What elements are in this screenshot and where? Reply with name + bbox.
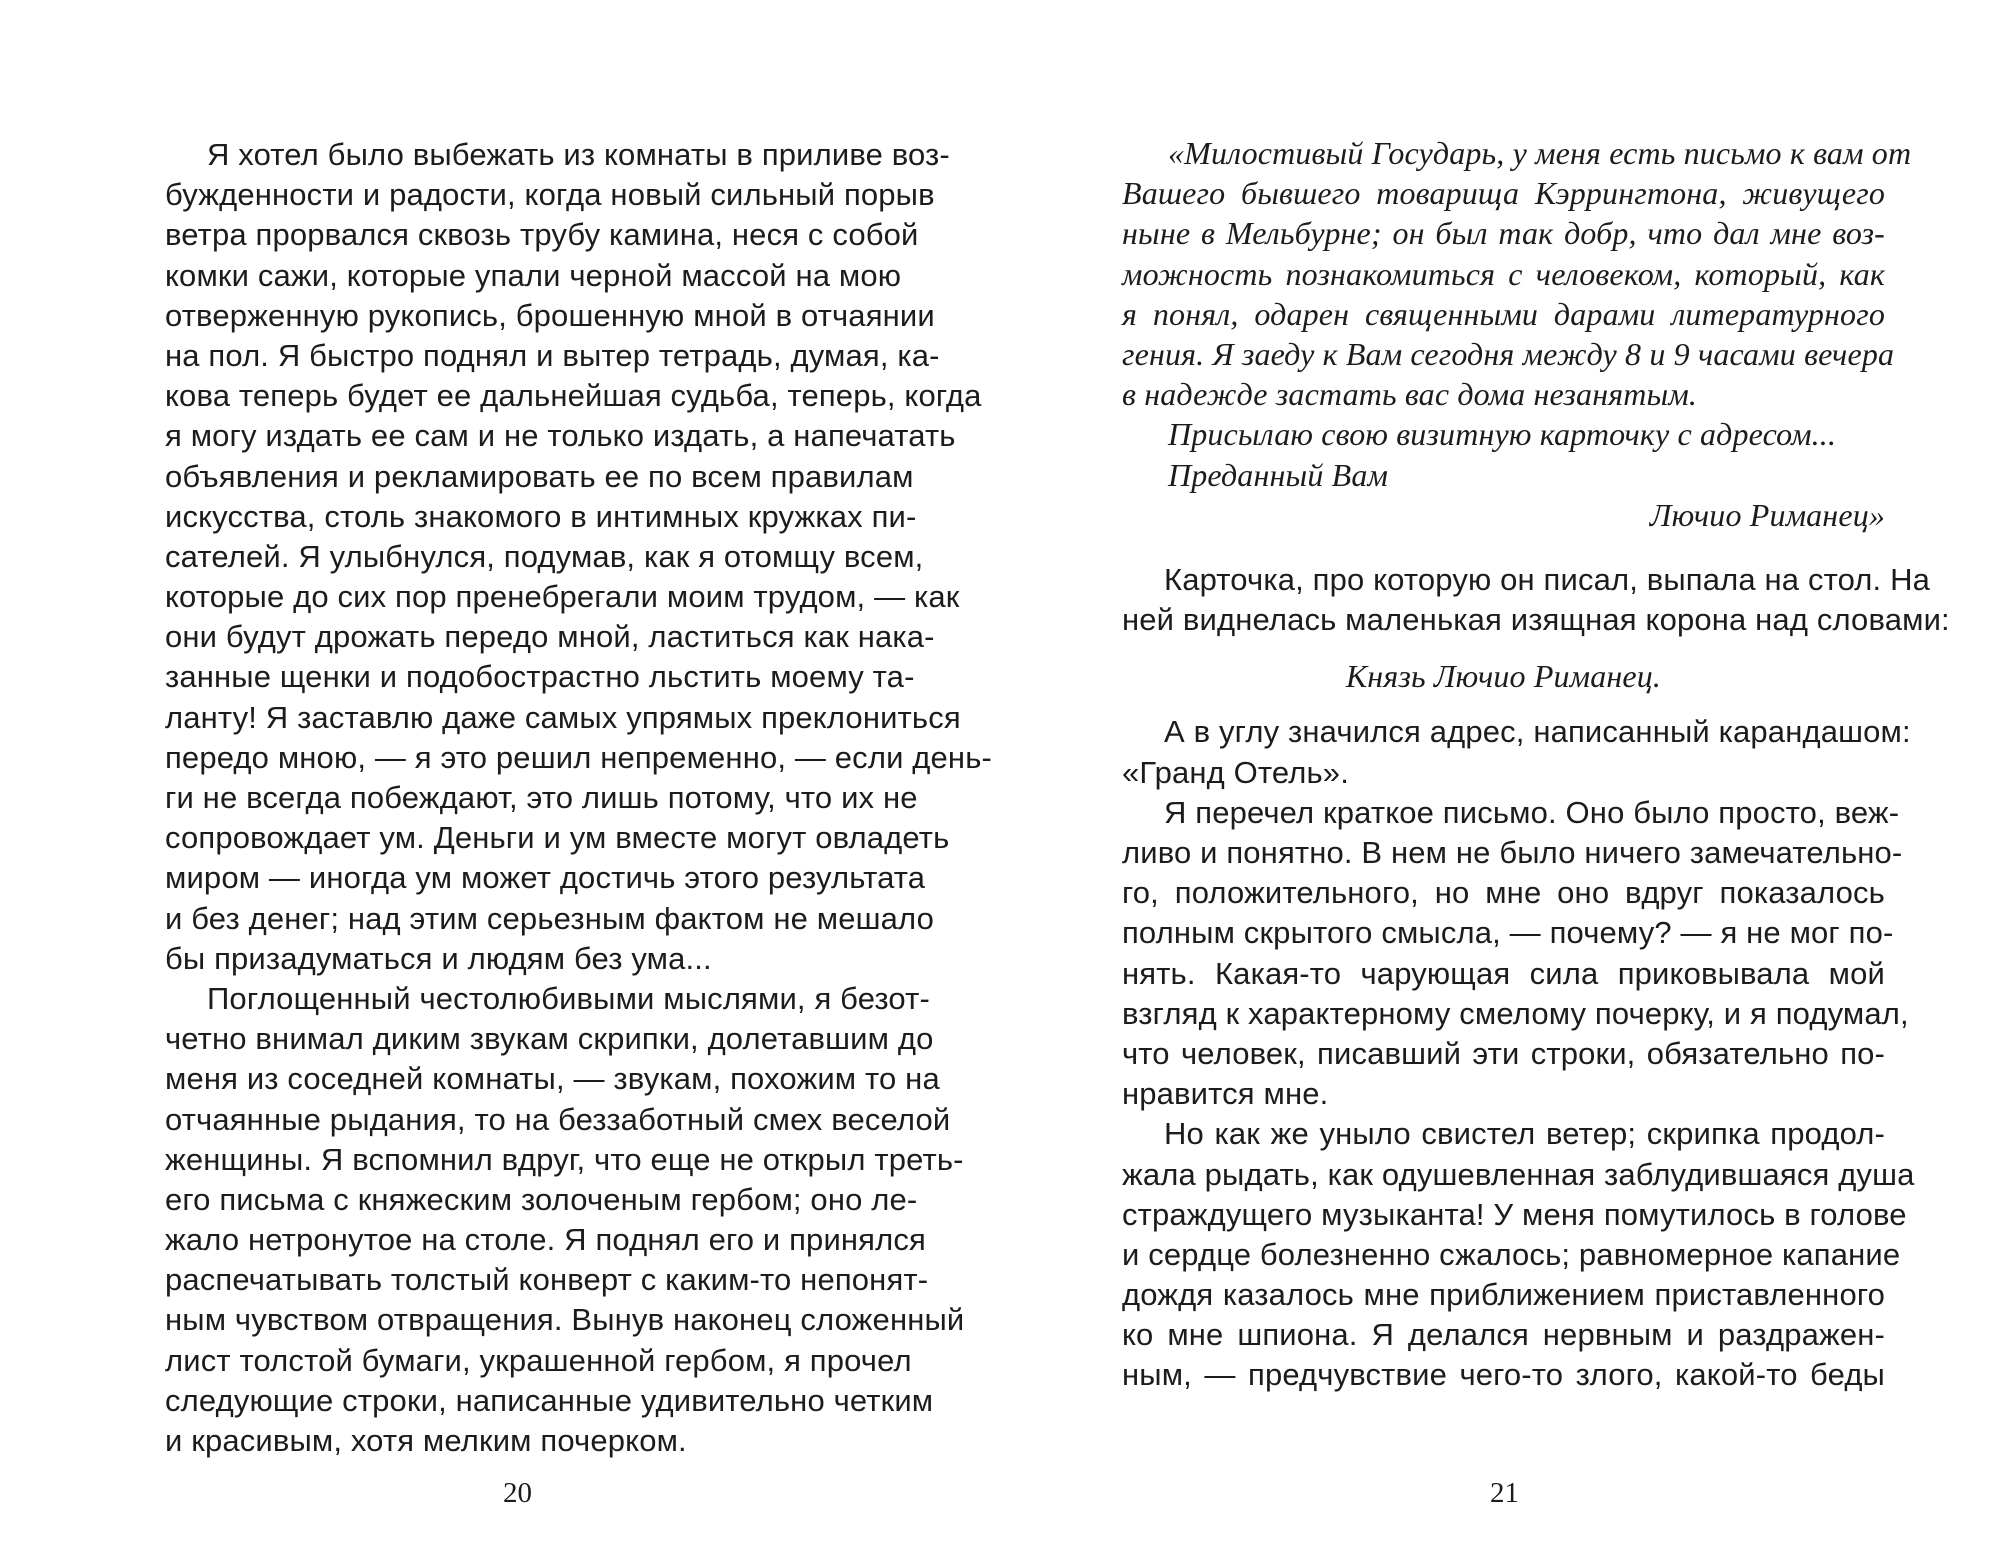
text-line: Но как же уныло свистел ветер; скрипка продол- xyxy=(1164,1116,1885,1152)
letter-line: ныне в Мельбурне; он был так добр, что дал мне воз- xyxy=(1122,215,1885,252)
text-line: отверженную рукопись, брошенную мной в отчаянии xyxy=(165,297,935,333)
text-line: А в углу значился адрес, написанный карандашом: xyxy=(1164,714,1911,750)
text-line: и красивым, хотя мелким почерком. xyxy=(165,1423,687,1458)
page-number: 21 xyxy=(1490,1477,1519,1509)
text-line: Карточка, про которую он писал, выпала на стол. На xyxy=(1164,561,1931,597)
text-line: ным, — предчувствие чего-то злого, какой-то беды xyxy=(1122,1357,1885,1393)
text-line: распечатывать толстый конверт с каким-то непонят- xyxy=(165,1262,929,1298)
spacer xyxy=(1122,535,1885,560)
right-page-text xyxy=(1122,133,1950,1396)
text-line: передо мною, — я это решил непременно, — если день- xyxy=(165,739,992,775)
text-line: Я перечел краткое письмо. Оно было просто, веж- xyxy=(1164,794,1900,830)
text-line: что человек, писавший эти строки, обязательно по- xyxy=(1122,1035,1885,1071)
text-line: ней виднелась маленькая изящная корона над словами: xyxy=(1122,602,1950,638)
text-line: го, положительного, но мне оно вдруг показалось xyxy=(1122,875,1885,911)
spacer xyxy=(1122,696,1885,712)
text-line: ланту! Я заставлю даже самых упрямых преклониться xyxy=(165,699,961,735)
text-line: и без денег; над этим серьезным фактом не мешало xyxy=(165,900,935,936)
letter-line: Преданный Вам xyxy=(1168,456,1389,493)
text-line: его письма с княжеским золоченым гербом; оно ле- xyxy=(165,1181,918,1217)
text-line: бы призадуматься и людям без ума... xyxy=(165,940,712,976)
letter xyxy=(1122,133,1912,535)
text-line: сателей. Я улыбнулся, подумав, как я отомщу всем, xyxy=(165,538,924,574)
text-line: миром — иногда ум может достичь этого результата xyxy=(165,860,926,896)
card-name: Князь Лючио Риманец. xyxy=(1345,658,1662,695)
letter-line: Присылаю свою визитную карточку с адресом... xyxy=(1168,416,1837,453)
text-line: отчаянные рыдания, то на беззаботный смех веселой xyxy=(165,1101,951,1137)
text-line: они будут дрожать передо мной, ластиться как нака- xyxy=(165,619,935,655)
text-line: искусства, столь знакомого в интимных кружках пи- xyxy=(165,498,917,534)
text-line: на пол. Я быстро поднял и вытер тетрадь, думая, ка- xyxy=(165,337,940,373)
text-line: занные щенки и подобострастно льстить моему та- xyxy=(165,659,915,695)
letter-signature: Лючио Риманец» xyxy=(1649,496,1885,533)
letter-line: в надежде застать вас дома незанятым. xyxy=(1122,376,1698,413)
letter-line: я понял, одарен священными дарами литературного xyxy=(1122,295,1885,332)
text-line: следующие строки, написанные удивительно четким xyxy=(165,1382,934,1418)
text-line: нять. Какая-то чарующая сила приковывала мой xyxy=(1122,955,1885,991)
text-line: жала рыдать, как одушевленная заблудившаяся душа xyxy=(1122,1156,1915,1192)
letter-line: «Милостивый Государь, у меня есть письмо к вам от xyxy=(1168,135,1912,171)
text-line: ги не всегда побеждают, это лишь потому, что их не xyxy=(165,780,918,815)
text-line: «Гранд Отель». xyxy=(1122,754,1349,790)
text-line: и сердце болезненно сжалось; равномерное капание xyxy=(1122,1236,1901,1272)
text-line: Я хотел было выбежать из комнаты в приливе воз- xyxy=(207,137,950,172)
text-line: ко мне шпиона. Я делался нервным и раздражен- xyxy=(1122,1317,1885,1353)
text-line: четно внимал диким звукам скрипки, долетавшим до xyxy=(165,1021,934,1057)
right-page xyxy=(1000,0,1995,1563)
text-line: дождя казалось мне приближением приставленного xyxy=(1122,1277,1885,1313)
letter-line: гения. Я заеду к Вам сегодня между 8 и 9 часами вечера xyxy=(1122,335,1895,372)
left-page-text xyxy=(165,135,992,1461)
text-line: объявления и рекламировать ее по всем правилам xyxy=(165,458,914,494)
spacer xyxy=(1122,640,1885,656)
text-line: женщины. Я вспомнил вдруг, что еще не открыл треть- xyxy=(165,1141,964,1177)
text-line: сопровождает ум. Деньги и ум вместе могут овладеть xyxy=(165,820,950,856)
text-line: бужденности и радости, когда новый сильный порыв xyxy=(165,177,935,213)
letter-line: Вашего бывшего товарища Кэррингтона, живущего xyxy=(1122,175,1885,212)
letter-line: можность познакомиться с человеком, который, как xyxy=(1122,255,1885,292)
text-line: взгляд к характерному смелому почерку, и я подумал, xyxy=(1122,995,1909,1031)
page-number: 20 xyxy=(503,1477,532,1509)
text-line: ным чувством отвращения. Вынув наконец сложенный xyxy=(165,1302,965,1338)
text-line: меня из соседней комнаты, — звукам, похожим то на xyxy=(165,1061,940,1097)
text-line: я могу издать ее сам и не только издать, а напечатать xyxy=(165,418,956,454)
text-line: которые до сих пор пренебрегали моим трудом, — как xyxy=(165,579,960,615)
text-line: ветра прорвался сквозь трубу камина, неся с собой xyxy=(165,217,919,253)
text-line: нравится мне. xyxy=(1122,1076,1329,1112)
text-line: Поглощенный честолюбивыми мыслями, я безот- xyxy=(207,980,930,1016)
text-line: полным скрытого смысла, — почему? — я не мог по- xyxy=(1122,915,1894,951)
text-line: ливо и понятно. В нем не было ничего замечательно- xyxy=(1122,835,1903,870)
text-line: лист толстой бумаги, украшенной гербом, я прочел xyxy=(165,1342,912,1378)
text-line: кова теперь будет ее дальнейшая судьба, теперь, когда xyxy=(165,378,982,414)
text-line: страждущего музыканта! У меня помутилось в голове xyxy=(1122,1196,1907,1232)
text-line: комки сажи, которые упали черной массой на мою xyxy=(165,257,902,293)
text-line: жало нетронутое на столе. Я поднял его и принялся xyxy=(165,1222,926,1258)
